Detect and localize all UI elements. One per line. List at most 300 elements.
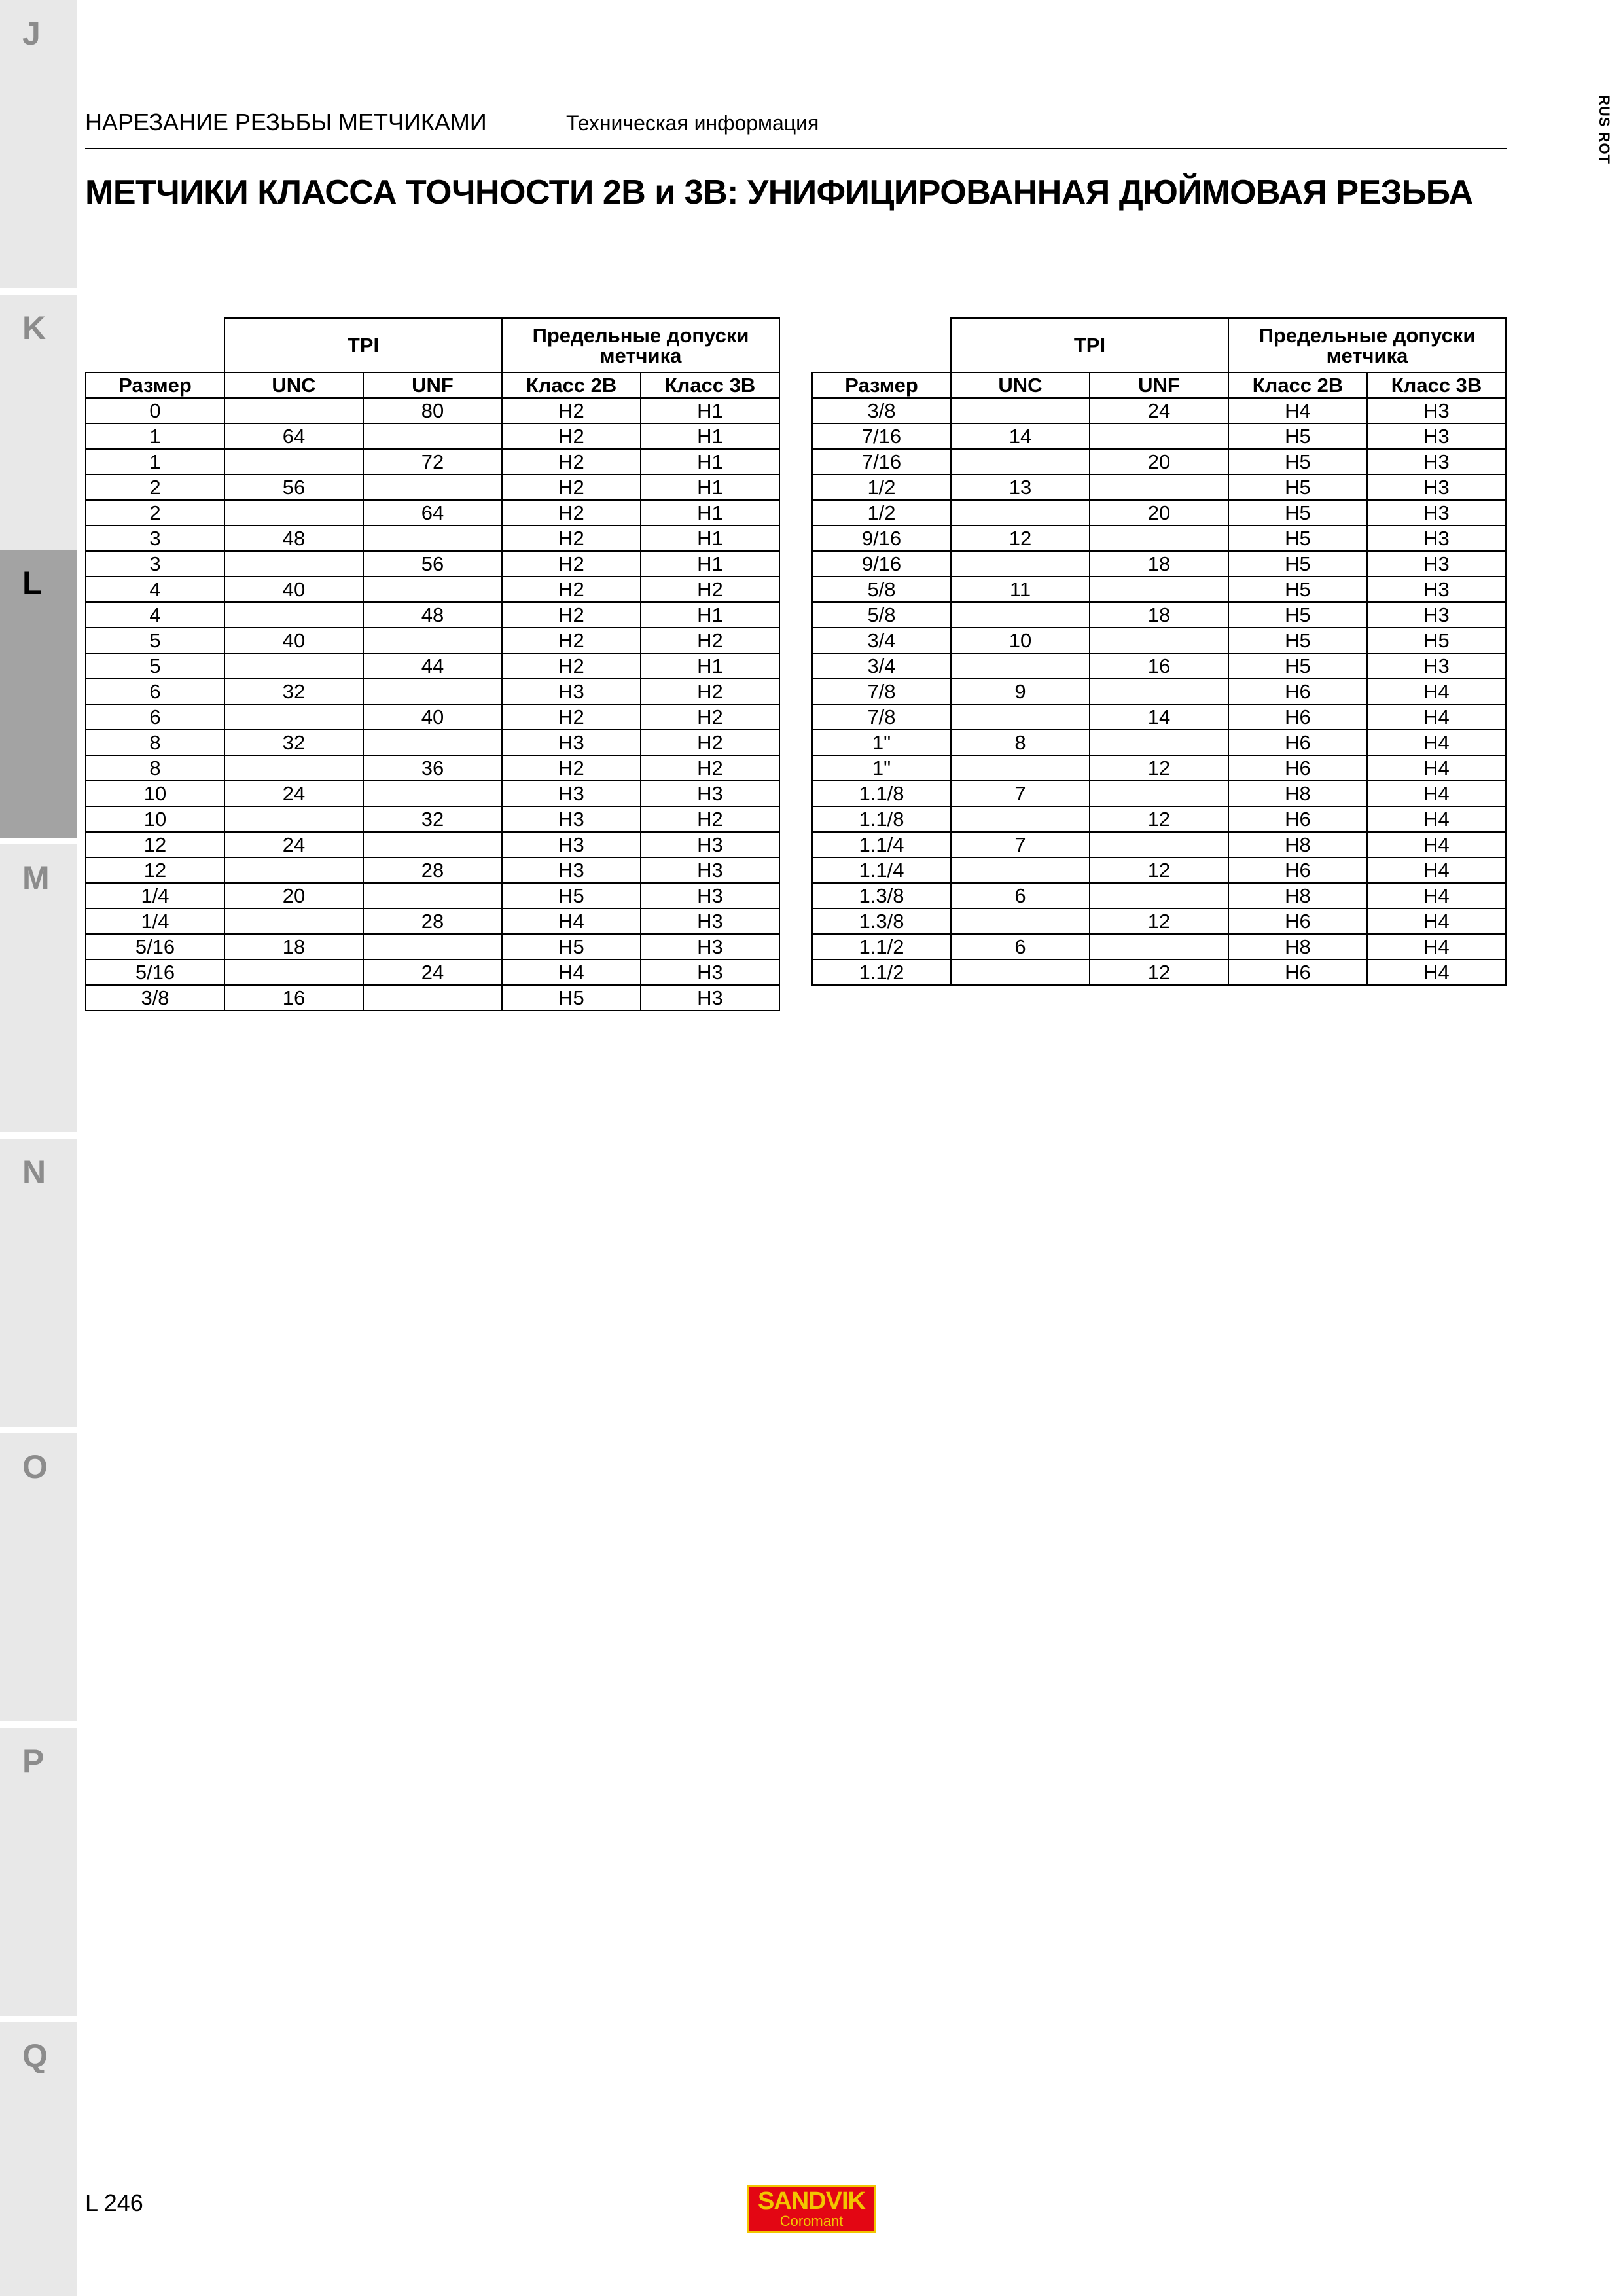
cell-class-2b: H2: [502, 475, 641, 500]
cell-unc: 10: [951, 628, 1090, 653]
cell-class-3b: H4: [1367, 960, 1506, 985]
cell-unf: 28: [363, 908, 502, 934]
cell-class-2b: H4: [1228, 398, 1367, 423]
cell-class-3b: H2: [641, 679, 779, 704]
cell-class-2b: H5: [502, 934, 641, 960]
table-row: [86, 423, 779, 449]
cell-size: 1.1/2: [812, 934, 951, 960]
table-row: [812, 883, 1506, 908]
cell-size: 7/16: [812, 449, 951, 475]
cell-class-3b: H4: [1367, 781, 1506, 806]
table-row: [86, 602, 779, 628]
cell-unc: 20: [224, 883, 363, 908]
logo-brand: SANDVIK: [757, 2187, 866, 2215]
cell-class-2b: H5: [1228, 577, 1367, 602]
header-class-2b: Класс 2B: [1228, 372, 1367, 398]
table-row: [812, 730, 1506, 755]
cell-size: 8: [86, 730, 224, 755]
cell-unc: [951, 602, 1090, 628]
cell-unc: [951, 960, 1090, 985]
cell-unc: [951, 857, 1090, 883]
cell-class-2b: H6: [1228, 679, 1367, 704]
section-title: НАРЕЗАНИЕ РЕЗЬБЫ МЕТЧИКАМИ: [85, 109, 487, 135]
table-row: [812, 526, 1506, 551]
cell-class-2b: H5: [1228, 551, 1367, 577]
cell-unf: 12: [1090, 908, 1228, 934]
sidebar-section-tabs: [0, 0, 77, 2296]
cell-unf: [1090, 934, 1228, 960]
cell-unf: 80: [363, 398, 502, 423]
cell-class-2b: H4: [502, 960, 641, 985]
table-row: [86, 883, 779, 908]
cell-unc: [224, 960, 363, 985]
cell-size: 10: [86, 806, 224, 832]
cell-size: 2: [86, 500, 224, 526]
cell-class-2b: H5: [1228, 653, 1367, 679]
cell-class-2b: H6: [1228, 730, 1367, 755]
cell-unc: [951, 449, 1090, 475]
cell-class-3b: H4: [1367, 934, 1506, 960]
cell-unf: [363, 475, 502, 500]
cell-class-3b: H4: [1367, 806, 1506, 832]
header-class-3b: Класс 3B: [1367, 372, 1506, 398]
cell-size: 5/16: [86, 934, 224, 960]
cell-class-3b: H3: [641, 985, 779, 1011]
cell-class-2b: H6: [1228, 806, 1367, 832]
cell-unf: [363, 679, 502, 704]
cell-unc: [224, 857, 363, 883]
cell-size: 5/16: [86, 960, 224, 985]
table-row: [812, 781, 1506, 806]
cell-unc: 32: [224, 730, 363, 755]
cell-class-2b: H3: [502, 806, 641, 832]
cell-unc: 40: [224, 628, 363, 653]
cell-class-3b: H4: [1367, 755, 1506, 781]
cell-unc: [224, 704, 363, 730]
cell-unc: 13: [951, 475, 1090, 500]
cell-unc: 7: [951, 781, 1090, 806]
header-class-3b: Класс 3B: [641, 372, 779, 398]
cell-class-2b: H5: [1228, 449, 1367, 475]
cell-class-2b: H4: [502, 908, 641, 934]
cell-size: 1: [86, 423, 224, 449]
cell-class-3b: H5: [1367, 628, 1506, 653]
header-tpi: TPI: [951, 318, 1228, 372]
cell-class-3b: H4: [1367, 679, 1506, 704]
table-row: [812, 806, 1506, 832]
cell-unc: 6: [951, 934, 1090, 960]
cell-class-3b: H2: [641, 755, 779, 781]
cell-class-3b: H1: [641, 475, 779, 500]
table-row: [812, 628, 1506, 653]
cell-unc: 16: [224, 985, 363, 1011]
cell-class-3b: H4: [1367, 730, 1506, 755]
cell-class-2b: H5: [1228, 475, 1367, 500]
cell-size: 3/4: [812, 653, 951, 679]
cell-size: 1: [86, 449, 224, 475]
cell-size: 3/4: [812, 628, 951, 653]
table-row: [812, 857, 1506, 883]
table-row: [86, 730, 779, 755]
table-row: [812, 423, 1506, 449]
cell-size: 8: [86, 755, 224, 781]
cell-unc: [224, 908, 363, 934]
cell-unc: 24: [224, 832, 363, 857]
table-row: [812, 960, 1506, 985]
cell-unf: 20: [1090, 500, 1228, 526]
cell-class-2b: H6: [1228, 755, 1367, 781]
cell-unf: [1090, 423, 1228, 449]
table-row: [86, 704, 779, 730]
cell-class-3b: H1: [641, 602, 779, 628]
table-row: [812, 398, 1506, 423]
tab-l[interactable]: [0, 550, 77, 838]
header-tolerance: Предельные допуски метчика: [1228, 318, 1506, 372]
cell-class-3b: H4: [1367, 857, 1506, 883]
table-row: [86, 398, 779, 423]
cell-unc: [224, 449, 363, 475]
cell-size: 9/16: [812, 526, 951, 551]
cell-unf: 12: [1090, 755, 1228, 781]
table-row: [812, 679, 1506, 704]
tab-q[interactable]: [0, 2022, 77, 2296]
tab-letter: P: [22, 1743, 45, 1780]
table-row: [812, 551, 1506, 577]
cell-unc: 32: [224, 679, 363, 704]
cell-class-3b: H3: [1367, 449, 1506, 475]
cell-unc: [951, 551, 1090, 577]
cell-unc: 18: [224, 934, 363, 960]
cell-class-3b: H4: [1367, 908, 1506, 934]
tolerance-table-right: [812, 317, 1507, 986]
cell-class-3b: H1: [641, 398, 779, 423]
cell-unf: [1090, 577, 1228, 602]
cell-unc: [224, 398, 363, 423]
cell-unf: 16: [1090, 653, 1228, 679]
cell-class-2b: H2: [502, 755, 641, 781]
tab-letter: O: [22, 1448, 48, 1485]
cell-unf: [1090, 832, 1228, 857]
cell-unf: [363, 985, 502, 1011]
cell-class-3b: H3: [1367, 551, 1506, 577]
cell-class-2b: H5: [1228, 500, 1367, 526]
cell-size: 12: [86, 857, 224, 883]
cell-unf: 40: [363, 704, 502, 730]
cell-class-3b: H3: [641, 960, 779, 985]
sandvik-coromant-logo: [747, 2185, 876, 2233]
logo-sub: Coromant: [779, 2213, 844, 2229]
cell-class-2b: H2: [502, 653, 641, 679]
table-row: [812, 500, 1506, 526]
table-row: [86, 628, 779, 653]
header-class-2b: Класс 2B: [502, 372, 641, 398]
cell-size: 1.1/2: [812, 960, 951, 985]
cell-class-3b: H2: [641, 628, 779, 653]
header-blank: [86, 318, 224, 372]
cell-class-2b: H5: [502, 883, 641, 908]
cell-class-2b: H5: [1228, 423, 1367, 449]
cell-unf: [363, 423, 502, 449]
cell-class-2b: H3: [502, 679, 641, 704]
cell-unf: 20: [1090, 449, 1228, 475]
cell-size: 1": [812, 755, 951, 781]
page-header: [85, 109, 1507, 149]
cell-unf: 32: [363, 806, 502, 832]
cell-class-3b: H3: [1367, 602, 1506, 628]
table-row: [86, 653, 779, 679]
cell-class-3b: H3: [1367, 475, 1506, 500]
cell-class-3b: H2: [641, 704, 779, 730]
cell-class-2b: H2: [502, 398, 641, 423]
cell-size: 4: [86, 577, 224, 602]
table-row: [86, 551, 779, 577]
cell-unc: [224, 755, 363, 781]
cell-unf: [1090, 475, 1228, 500]
cell-unf: [363, 730, 502, 755]
cell-size: 1/2: [812, 500, 951, 526]
cell-unc: 8: [951, 730, 1090, 755]
cell-class-2b: H2: [502, 526, 641, 551]
tab-m[interactable]: [0, 844, 77, 1132]
table-body: [86, 398, 779, 1011]
cell-unc: [224, 500, 363, 526]
cell-unf: 12: [1090, 806, 1228, 832]
cell-size: 1/4: [86, 908, 224, 934]
header-tpi: TPI: [224, 318, 502, 372]
cell-size: 1/4: [86, 883, 224, 908]
table-row: [86, 500, 779, 526]
cell-unf: [363, 781, 502, 806]
cell-unf: 24: [363, 960, 502, 985]
cell-size: 4: [86, 602, 224, 628]
table-row: [86, 908, 779, 934]
table-row: [812, 475, 1506, 500]
header-size: Размер: [812, 372, 951, 398]
cell-class-2b: H8: [1228, 781, 1367, 806]
table-row: [86, 985, 779, 1011]
cell-unf: 18: [1090, 551, 1228, 577]
cell-class-3b: H4: [1367, 832, 1506, 857]
cell-unc: [951, 806, 1090, 832]
cell-class-2b: H6: [1228, 960, 1367, 985]
cell-class-2b: H2: [502, 551, 641, 577]
table-row: [86, 781, 779, 806]
cell-class-2b: H5: [1228, 526, 1367, 551]
cell-unc: 64: [224, 423, 363, 449]
table-row: [86, 755, 779, 781]
cell-size: 5: [86, 628, 224, 653]
cell-class-3b: H4: [1367, 704, 1506, 730]
cell-size: 10: [86, 781, 224, 806]
cell-class-3b: H3: [641, 832, 779, 857]
header-blank: [812, 318, 951, 372]
table-row: [86, 960, 779, 985]
table-row: [812, 934, 1506, 960]
cell-unf: [1090, 679, 1228, 704]
cell-unc: [951, 398, 1090, 423]
cell-unc: [224, 806, 363, 832]
cell-unc: [951, 755, 1090, 781]
cell-unf: [1090, 883, 1228, 908]
cell-class-3b: H3: [1367, 653, 1506, 679]
cell-class-2b: H6: [1228, 908, 1367, 934]
table-row: [86, 679, 779, 704]
cell-size: 1.1/4: [812, 857, 951, 883]
cell-class-2b: H6: [1228, 704, 1367, 730]
cell-unc: [224, 653, 363, 679]
cell-class-3b: H1: [641, 449, 779, 475]
cell-class-2b: H8: [1228, 934, 1367, 960]
header-size: Размер: [86, 372, 224, 398]
table-row: [86, 526, 779, 551]
cell-size: 12: [86, 832, 224, 857]
cell-class-3b: H1: [641, 526, 779, 551]
cell-unf: [363, 832, 502, 857]
cell-unf: [363, 628, 502, 653]
cell-size: 3/8: [86, 985, 224, 1011]
cell-class-3b: H1: [641, 500, 779, 526]
tab-letter: Q: [22, 2037, 48, 2074]
cell-unc: 11: [951, 577, 1090, 602]
section-subtitle: Техническая информация: [566, 111, 819, 135]
table-row: [86, 832, 779, 857]
table-row: [86, 857, 779, 883]
cell-unf: [363, 577, 502, 602]
cell-unc: [951, 908, 1090, 934]
cell-unf: 64: [363, 500, 502, 526]
cell-class-2b: H8: [1228, 883, 1367, 908]
cell-class-3b: H3: [1367, 423, 1506, 449]
cell-unc: 56: [224, 475, 363, 500]
cell-size: 1.1/4: [812, 832, 951, 857]
table-body: [812, 398, 1506, 985]
cell-class-2b: H2: [502, 577, 641, 602]
cell-size: 7/8: [812, 704, 951, 730]
cell-class-3b: H3: [1367, 500, 1506, 526]
cell-unf: 14: [1090, 704, 1228, 730]
table-row: [86, 577, 779, 602]
cell-class-3b: H3: [1367, 526, 1506, 551]
tab-p[interactable]: [0, 1728, 77, 2016]
tab-letter: N: [22, 1154, 46, 1191]
cell-size: 5/8: [812, 577, 951, 602]
table-row: [812, 755, 1506, 781]
cell-unc: 24: [224, 781, 363, 806]
tab-o[interactable]: [0, 1433, 77, 1721]
tab-k[interactable]: [0, 295, 77, 583]
cell-size: 1.1/8: [812, 806, 951, 832]
cell-unf: 12: [1090, 857, 1228, 883]
tab-letter: K: [22, 310, 46, 346]
cell-unf: [363, 526, 502, 551]
cell-class-3b: H1: [641, 551, 779, 577]
cell-unf: 44: [363, 653, 502, 679]
cell-unf: [1090, 628, 1228, 653]
table-row: [812, 908, 1506, 934]
cell-unf: [363, 934, 502, 960]
cell-unf: 12: [1090, 960, 1228, 985]
cell-size: 1": [812, 730, 951, 755]
cell-class-2b: H6: [1228, 857, 1367, 883]
cell-class-2b: H2: [502, 500, 641, 526]
cell-class-3b: H3: [641, 934, 779, 960]
cell-unf: 28: [363, 857, 502, 883]
cell-unc: [224, 602, 363, 628]
cell-class-3b: H4: [1367, 883, 1506, 908]
cell-size: 6: [86, 679, 224, 704]
cell-class-2b: H2: [502, 449, 641, 475]
cell-unf: 48: [363, 602, 502, 628]
tolerance-table-left: [85, 317, 780, 1011]
page-number: L 246: [85, 2189, 143, 2216]
cell-class-3b: H3: [641, 883, 779, 908]
cell-class-2b: H5: [1228, 602, 1367, 628]
cell-unc: [224, 551, 363, 577]
cell-class-2b: H2: [502, 423, 641, 449]
cell-unc: [951, 653, 1090, 679]
tab-n[interactable]: [0, 1139, 77, 1427]
page-title: МЕТЧИКИ КЛАССА ТОЧНОСТИ 2B и 3B: УНИФИЦИРОВАННАЯ ДЮЙМОВАЯ РЕЗЬБА: [85, 173, 1473, 211]
cell-size: 3: [86, 551, 224, 577]
table-row: [812, 832, 1506, 857]
cell-class-3b: H2: [641, 730, 779, 755]
tab-letter: M: [22, 859, 50, 896]
cell-size: 1/2: [812, 475, 951, 500]
header-tolerance: Предельные допуски метчика: [502, 318, 779, 372]
table-row: [86, 449, 779, 475]
table-row: [86, 934, 779, 960]
cell-class-3b: H1: [641, 653, 779, 679]
cell-size: 7/8: [812, 679, 951, 704]
cell-unf: 18: [1090, 602, 1228, 628]
cell-class-3b: H2: [641, 806, 779, 832]
cell-size: 2: [86, 475, 224, 500]
cell-unf: 24: [1090, 398, 1228, 423]
cell-size: 3: [86, 526, 224, 551]
cell-unf: 36: [363, 755, 502, 781]
cell-unf: 72: [363, 449, 502, 475]
cell-class-3b: H3: [641, 908, 779, 934]
cell-class-2b: H8: [1228, 832, 1367, 857]
cell-unc: 9: [951, 679, 1090, 704]
cell-class-2b: H5: [1228, 628, 1367, 653]
cell-class-2b: H3: [502, 730, 641, 755]
cell-size: 5: [86, 653, 224, 679]
cell-unc: 40: [224, 577, 363, 602]
cell-class-2b: H3: [502, 832, 641, 857]
table-row: [86, 806, 779, 832]
header-unf: UNF: [363, 372, 502, 398]
cell-unc: 14: [951, 423, 1090, 449]
cell-unf: 56: [363, 551, 502, 577]
cell-unc: 12: [951, 526, 1090, 551]
cell-unc: [951, 704, 1090, 730]
cell-class-3b: H2: [641, 577, 779, 602]
cell-class-3b: H3: [1367, 398, 1506, 423]
cell-class-2b: H3: [502, 857, 641, 883]
tab-j[interactable]: [0, 0, 77, 288]
cell-class-3b: H1: [641, 423, 779, 449]
language-code: RUS ROT: [1596, 95, 1613, 164]
table-row: [86, 475, 779, 500]
cell-unf: [1090, 526, 1228, 551]
cell-class-3b: H3: [641, 781, 779, 806]
table-row: [812, 602, 1506, 628]
cell-class-2b: H2: [502, 628, 641, 653]
cell-size: 1.3/8: [812, 883, 951, 908]
cell-size: 5/8: [812, 602, 951, 628]
cell-size: 9/16: [812, 551, 951, 577]
